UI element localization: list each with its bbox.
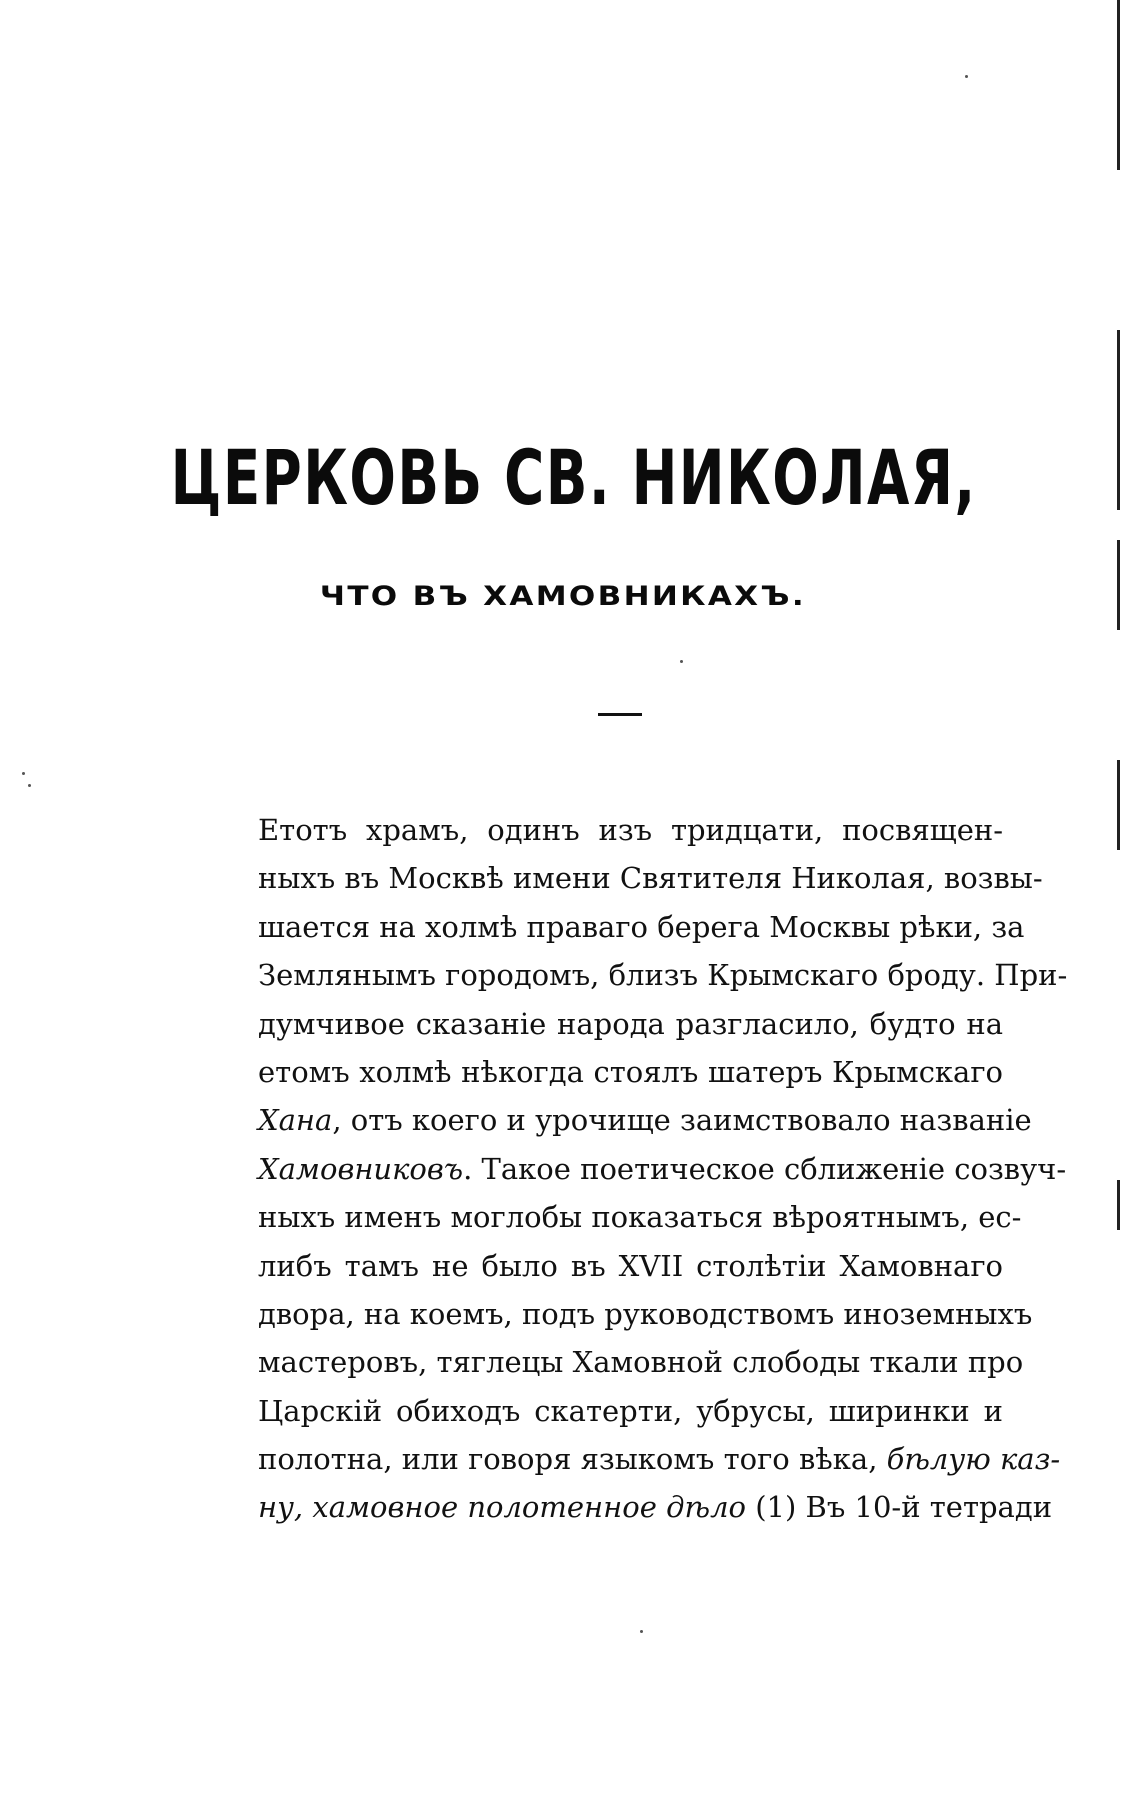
italic-text: ну, хамовное полотенное дѣло xyxy=(258,1490,746,1525)
text-run: шается на холмѣ праваго берега Москвы рѣки, за xyxy=(258,909,1025,944)
text-run: , отъ коего и урочище заимствовало названіе xyxy=(332,1103,1032,1138)
text-line xyxy=(258,1193,1022,1241)
text-run: полотна, или говоря языкомъ того вѣка, xyxy=(258,1442,887,1477)
text-line xyxy=(258,854,1043,902)
text-line xyxy=(258,1290,1033,1338)
scan-speck xyxy=(680,660,683,663)
scan-edge-line xyxy=(1117,330,1120,510)
scan-edge-line xyxy=(1117,0,1120,170)
text-run: либъ тамъ не было въ XVII столѣтіи Хамовнаго xyxy=(258,1248,1003,1283)
italic-text: бѣлую каз- xyxy=(886,1442,1061,1477)
text-line xyxy=(258,1242,1003,1290)
scan-speck xyxy=(640,1630,643,1633)
text-run: Етотъ храмъ, одинъ изъ тридцати, посвящен- xyxy=(258,813,1003,847)
scan-speck xyxy=(22,772,25,775)
body-paragraph xyxy=(258,806,1068,1532)
page-title: ЦЕРКОВЬ СВ. НИКОЛАЯ, xyxy=(170,433,977,522)
text-line xyxy=(258,951,1068,999)
text-line xyxy=(258,903,1025,951)
text-run: двора, на коемъ, подъ руководствомъ иноземныхъ xyxy=(258,1296,1033,1331)
text-line xyxy=(258,1483,1053,1531)
text-line xyxy=(258,1096,1032,1144)
text-line xyxy=(258,1435,1061,1483)
text-run: Царскій обиходъ скатерти, убрусы, ширинки и xyxy=(258,1393,1003,1428)
scan-edge-line xyxy=(1117,760,1120,850)
scan-speck xyxy=(965,75,968,78)
text-run: думчивое сказаніе народа разгласило, будто на xyxy=(258,1006,1003,1041)
text-run: ныхъ въ Москвѣ имени Святителя Николая, возвы- xyxy=(258,861,1043,896)
text-run: Землянымъ городомъ, близъ Крымскаго броду. При- xyxy=(258,958,1068,993)
scan-edge-line xyxy=(1117,1180,1120,1230)
text-run: етомъ холмѣ нѣкогда стоялъ шатеръ Крымскаго xyxy=(258,1054,1003,1089)
text-run: мастеровъ, тяглецы Хамовной слободы ткали про xyxy=(258,1345,1024,1380)
italic-text: Хамовниковъ xyxy=(258,1151,464,1186)
italic-text: Хана xyxy=(258,1103,333,1138)
text-line xyxy=(258,806,1003,854)
text-run: . Такое поетическое сближеніе созвуч- xyxy=(463,1151,1067,1186)
scan-speck xyxy=(28,784,31,787)
text-line xyxy=(258,1338,1024,1386)
text-line xyxy=(258,1387,1003,1435)
section-divider xyxy=(598,713,642,716)
page-subtitle: ЧТО ВЪ ХАМОВНИКАХЪ. xyxy=(319,581,806,612)
text-line xyxy=(258,1048,1003,1096)
text-run: (1) Въ 10-й тетради xyxy=(746,1490,1053,1525)
text-line xyxy=(258,1145,1067,1193)
text-line xyxy=(258,1000,1003,1048)
text-run: ныхъ именъ моглобы показаться вѣроятнымъ, ес- xyxy=(258,1200,1022,1235)
